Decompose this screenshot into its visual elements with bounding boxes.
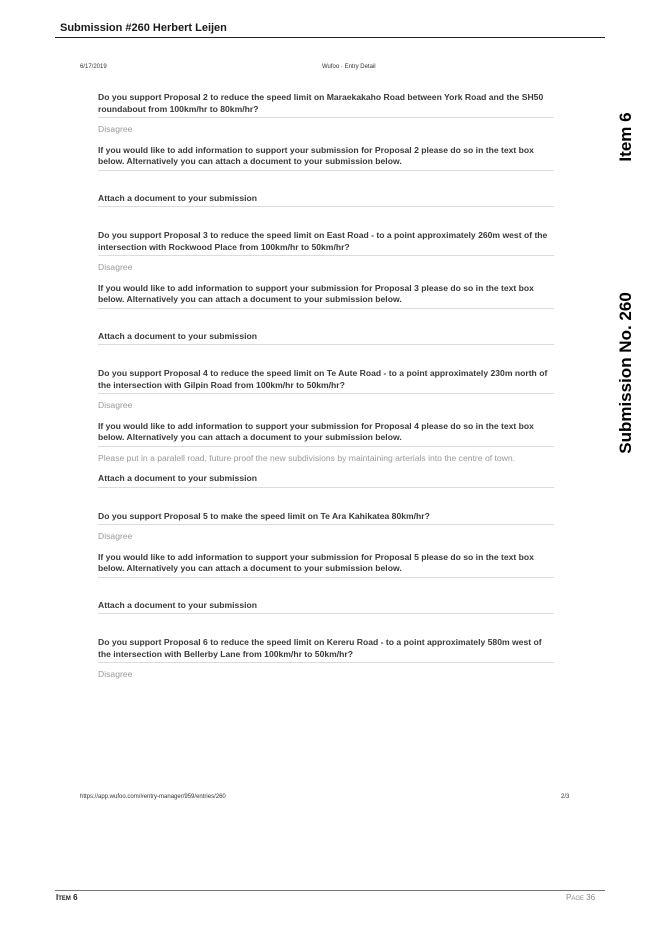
entry-proposal-4-attach: [98, 473, 554, 488]
side-submission-label: [608, 282, 644, 464]
entry-proposal-3-info: [98, 283, 554, 309]
entry-proposal-5-attach: [98, 600, 554, 615]
entry-question: Do you support Proposal 2 to reduce the speed limit on Maraekakaho Road between York Road and the SH50 roundabout from 100km/hr to 80km/hr?: [98, 92, 554, 118]
print-page-title: Wufoo · Entry Detail: [322, 64, 376, 70]
print-date: 6/17/2019: [80, 64, 107, 70]
entry-proposal-2-attach: [98, 193, 554, 208]
side-item-label: [608, 102, 644, 172]
entry-answer: Disagree: [98, 262, 133, 272]
entry-question: Attach a document to your submission: [98, 473, 554, 488]
entry-proposal-2: [98, 92, 554, 136]
footer-divider: [55, 890, 605, 891]
side-submission-text: Submission No. 260: [616, 292, 635, 454]
entry-question: Do you support Proposal 6 to reduce the speed limit on Kereru Road - to a point approximately 580m west of the intersection with Bellerby Lane from 100km/hr to 50km/hr?: [98, 637, 554, 663]
entry-proposal-6: [98, 637, 554, 681]
entry-question: Attach a document to your submission: [98, 600, 554, 615]
entry-proposal-3-attach: [98, 331, 554, 346]
side-item-text: Item 6: [616, 112, 635, 162]
entry-question: Do you support Proposal 3 to reduce the speed limit on East Road - to a point approximately 260m west of the intersection with Rockwood Place from 100km/hr to 50km/hr?: [98, 230, 554, 256]
entry-question: Attach a document to your submission: [98, 193, 554, 208]
entry-proposal-5-info: [98, 552, 554, 578]
header-divider: [55, 37, 605, 38]
entry-answer: Disagree: [98, 669, 133, 679]
entry-answer: Disagree: [98, 531, 133, 541]
footer-item-label: Item 6: [56, 893, 78, 902]
entry-proposal-5: [98, 511, 554, 543]
entry-proposal-4: [98, 368, 554, 412]
entry-url: https://app.wufoo.com/#entry-manager/959/entries/260: [80, 794, 226, 800]
entry-proposal-2-info: [98, 145, 554, 171]
entry-proposal-3: [98, 230, 554, 274]
entry-question: Do you support Proposal 5 to make the speed limit on Te Ara Kahikatea 80km/hr?: [98, 511, 554, 526]
entry-answer: Please put in a paralell road, future proof the new subdivisions by maintaining arterials into the centre of town.: [98, 452, 516, 463]
entry-question: If you would like to add information to support your submission for Proposal 3 please do so in the text box below. Alternatively you can attach a document to your submission below.: [98, 283, 554, 309]
entry-proposal-4-info: [98, 421, 554, 465]
submission-title: Submission #260 Herbert Leijen: [60, 22, 227, 34]
entry-question: If you would like to add information to support your submission for Proposal 5 please do so in the text box below. Alternatively you can attach a document to your submission below.: [98, 552, 554, 578]
entry-question: Attach a document to your submission: [98, 331, 554, 346]
entry-question: Do you support Proposal 4 to reduce the speed limit on Te Aute Road - to a point approximately 230m north of the intersection with Gilpin Road from 100km/hr to 50km/hr?: [98, 368, 554, 394]
entry-list: [98, 92, 554, 681]
entry-question: If you would like to add information to support your submission for Proposal 2 please do so in the text box below. Alternatively you can attach a document to your submission below.: [98, 145, 554, 171]
print-page-count: 2/3: [561, 794, 570, 800]
entry-question: If you would like to add information to support your submission for Proposal 4 please do so in the text box below. Alternatively you can attach a document to your submission below.: [98, 421, 554, 447]
entry-answer: Disagree: [98, 124, 133, 134]
entry-answer: Disagree: [98, 400, 133, 410]
footer-page-number: Page 36: [566, 893, 596, 902]
